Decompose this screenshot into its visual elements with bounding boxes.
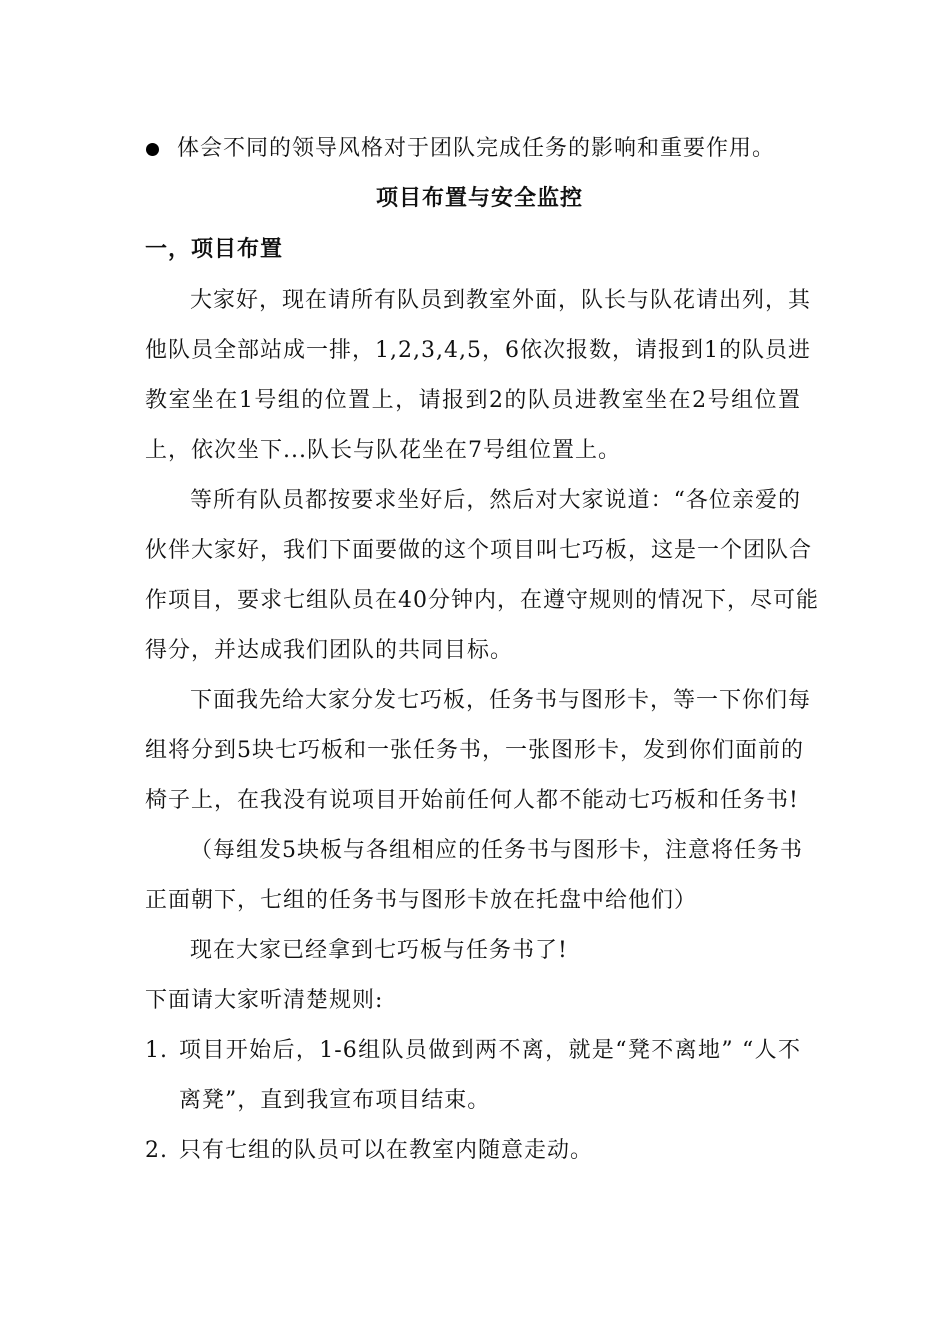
paragraph-3-line-2: 组将分到5块七巧板和一张任务书，一张图形卡，发到你们面前的 [145, 738, 804, 763]
rule-2-number: 2. [145, 1138, 168, 1163]
paragraph-1-line-4: 上，依次坐下...队长与队花坐在7号组位置上。 [145, 438, 621, 463]
paragraph-2-line-1: 等所有队员都按要求坐好后，然后对大家说道：“各位亲爱的 [190, 488, 801, 513]
paragraph-3-line-1: 下面我先给大家分发七巧板，任务书与图形卡，等一下你们每 [190, 688, 812, 713]
paragraph-1-line-1: 大家好，现在请所有队员到教室外面，队长与队花请出列，其 [190, 288, 812, 313]
paragraph-1-line-2: 他队员全部站成一排，1,2,3,4,5，6依次报数，请报到1的队员进 [145, 338, 811, 363]
paragraph-2-line-3: 作项目，要求七组队员在40分钟内，在遵守规则的情况下，尽可能 [145, 588, 819, 613]
rule-1-line-1: 项目开始后，1-6组队员做到两不离，就是“凳不离地” “人不 [179, 1038, 801, 1063]
rule-1-number: 1. [145, 1038, 168, 1063]
bullet-dot-icon [146, 143, 159, 156]
rule-1-line-2: 离凳”，直到我宣布项目结束。 [179, 1088, 491, 1113]
paragraph-1-line-3: 教室坐在1号组的位置上，请报到2的队员进教室坐在2号组位置 [145, 388, 801, 413]
paragraph-6-line-1: 下面请大家听清楚规则: [145, 988, 384, 1013]
paragraph-5-line-1: 现在大家已经拿到七巧板与任务书了! [190, 938, 568, 963]
paragraph-4-line-1: （每组发5块板与各组相应的任务书与图形卡，注意将任务书 [190, 838, 803, 863]
paragraph-2-line-4: 得分，并达成我们团队的共同目标。 [145, 638, 514, 663]
bullet-item-text: 体会不同的领导风格对于团队完成任务的影响和重要作用。 [177, 136, 776, 161]
paragraph-3-line-3: 椅子上，在我没有说项目开始前任何人都不能动七巧板和任务书! [145, 788, 799, 813]
rule-2-line-1: 只有七组的队员可以在教室内随意走动。 [179, 1138, 594, 1163]
subsection-title: 一，项目布置 [145, 237, 284, 262]
paragraph-2-line-2: 伙伴大家好，我们下面要做的这个项目叫七巧板，这是一个团队合 [145, 538, 813, 563]
paragraph-4-line-2: 正面朝下，七组的任务书与图形卡放在托盘中给他们） [145, 888, 698, 913]
section-title: 项目布置与安全监控 [376, 186, 584, 211]
